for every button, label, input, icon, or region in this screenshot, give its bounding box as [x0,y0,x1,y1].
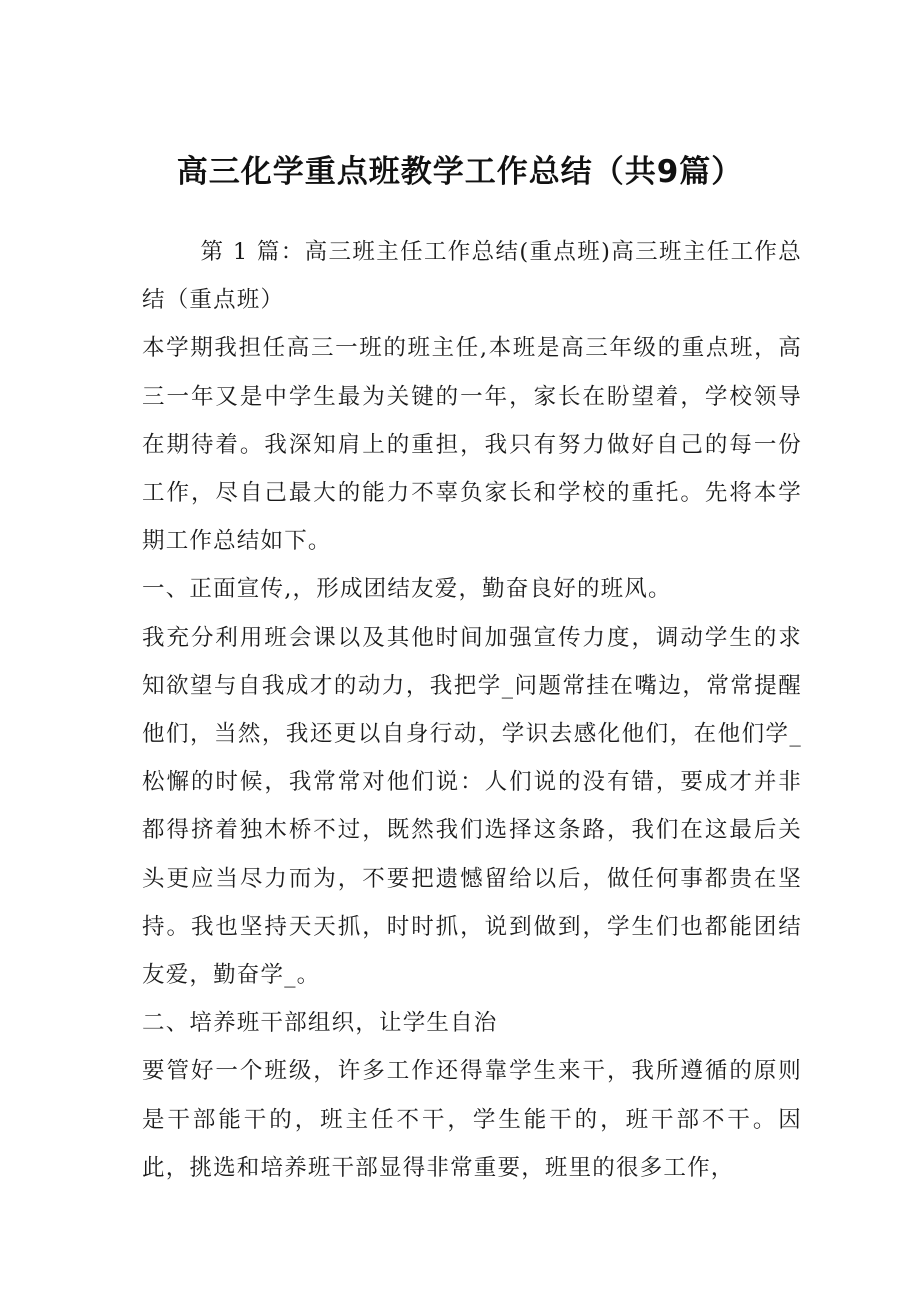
paragraph-section-body-1: 我充分利用班会课以及其他时间加强宣传力度，调动学生的求知欲望与自我成才的动力，我把学_问题常挂在嘴边，常常提醒他们，当然，我还更以自身行动，学识去感化他们，在他们学_松懈的时候，我常常对他们说：人们说的没有错，要成才并非都得挤着独木桥不过，既然我们选择这条路，我们在这最后关头更应当尽力而为，不要把遗憾留给以后，做任何事都贵在坚持。我也坚持天天抓，时时抓，说到做到，学生们也都能团结友爱，勤奋学_。 [142,624,802,989]
paragraph-section-body-2: 要管好一个班级，许多工作还得靠学生来干，我所遵循的原则是干部能干的，班主任不干，学生能干的，班干部不干。因此，挑选和培养班干部显得非常重要，班里的很多工作， [142,1058,802,1181]
document-body [142,228,802,1192]
paragraph-section-heading-1: 一、正面宣传,，形成团结友爱，勤奋良好的班风。 [142,576,672,603]
document-title: 高三化学重点班教学工作总结（共9篇） [176,154,744,190]
paragraph-intro: 本学期我担任高三一班的班主任,本班是高三年级的重点班，高三一年又是中学生最为关键的一年，家长在盼望着，学校领导在期待着。我深知肩上的重担，我只有努力做好自己的每一份工作，尽自己最大的能力不辜负家长和学校的重托。先将本学期工作总结如下。 [142,335,802,555]
paragraph-section-heading-2: 二、培养班干部组织，让学生自治 [142,1010,498,1037]
paragraph-chapter-heading: 第 1 篇：高三班主任工作总结(重点班)高三班主任工作总结（重点班） [142,239,802,314]
